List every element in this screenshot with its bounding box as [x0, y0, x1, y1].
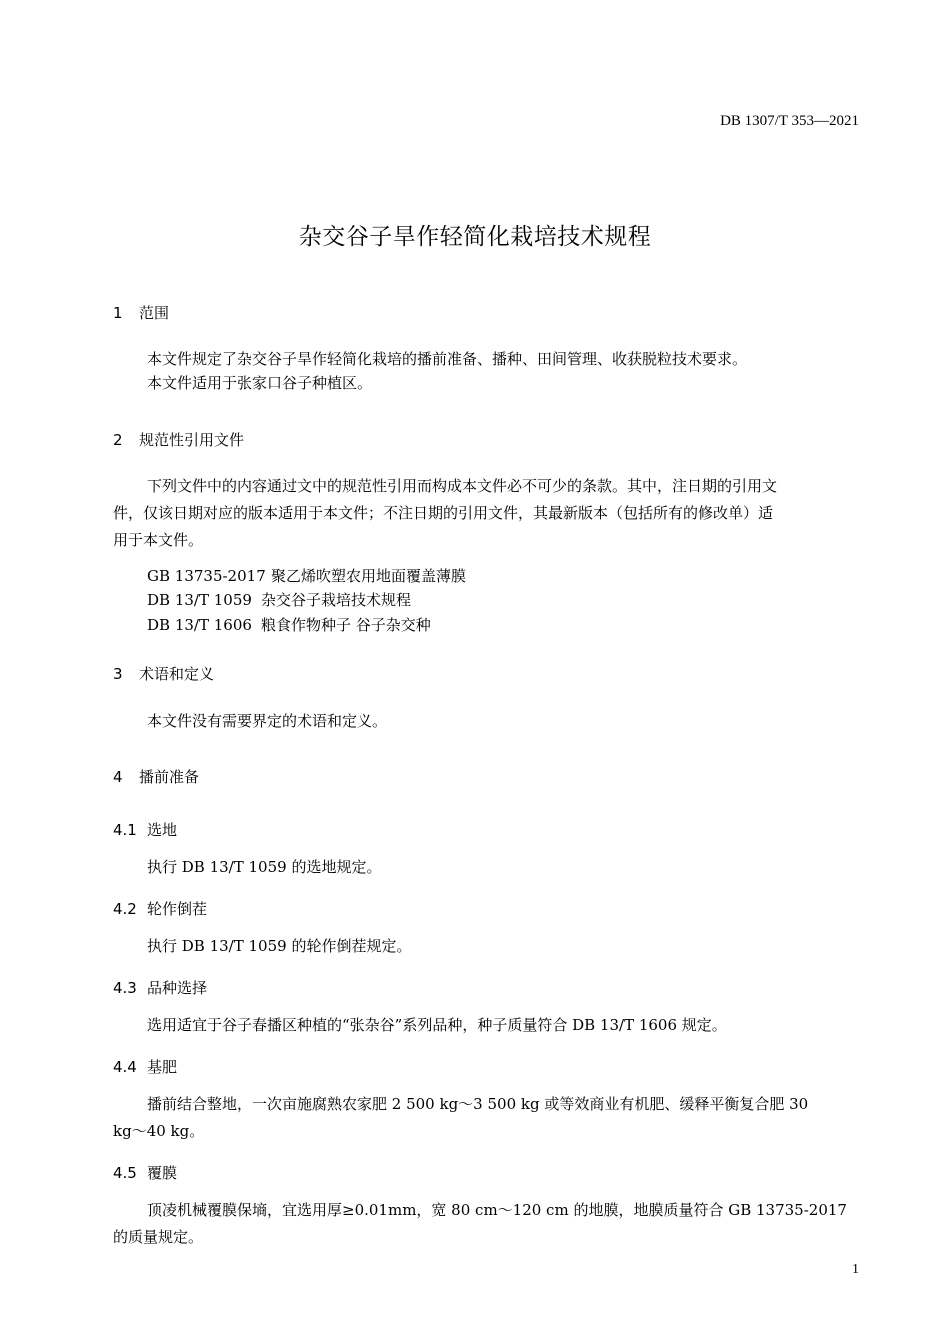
subsection-title: 基肥	[147, 1058, 178, 1076]
subsection-heading-4-5	[113, 1162, 177, 1183]
subsection-number: 4.5	[113, 1164, 137, 1182]
paragraph-line: kg～40 kg。	[113, 1122, 205, 1140]
subsection-number: 4.1	[113, 821, 137, 839]
reference-item	[147, 565, 466, 586]
paragraph-line: 下列文件中的内容通过文中的规范性引用而构成本文件必不可少的条款。其中，注日期的引用文	[147, 477, 778, 495]
section-heading-3	[113, 663, 214, 684]
section-heading-4	[113, 766, 199, 787]
document-code: DB 1307/T 353—2021	[720, 113, 859, 129]
subsection-title: 选地	[147, 821, 178, 839]
section-2-body	[113, 473, 853, 554]
paragraph: 本文件适用于张家口谷子种植区。	[147, 374, 373, 392]
subsection-number: 4.4	[113, 1058, 137, 1076]
paragraph-line: 件，仅该日期对应的版本适用于本文件；不注日期的引用文件，其最新版本（包括所有的修改单）适	[113, 504, 774, 522]
paragraph-line: 播前结合整地，一次亩施腐熟农家肥 2 500 kg～3 500 kg 或等效商业有机肥、缓释平衡复合肥 30	[147, 1095, 809, 1113]
paragraph: 本文件没有需要界定的术语和定义。	[147, 712, 388, 730]
reference-name: 聚乙烯吹塑农用地面覆盖薄膜	[271, 567, 467, 585]
reference-item	[147, 614, 431, 635]
section-title: 范围	[139, 304, 170, 322]
section-number: 1	[113, 304, 123, 322]
paragraph: 执行 DB 13/T 1059 的选地规定。	[147, 858, 382, 876]
section-title: 播前准备	[139, 768, 200, 786]
subsection-4-4-body	[113, 1091, 853, 1145]
subsection-title: 覆膜	[147, 1164, 178, 1182]
reference-name: 杂交谷子栽培技术规程	[261, 591, 412, 609]
section-number: 2	[113, 431, 123, 449]
reference-code: DB 13/T 1606	[147, 616, 252, 634]
paragraph-line: 顶凌机械覆膜保墒，宜选用厚≥0.01mm，宽 80 cm～120 cm 的地膜，地膜质量符合 GB 13735-2017	[147, 1201, 847, 1219]
section-heading-2	[113, 429, 244, 450]
section-1-body	[113, 346, 853, 397]
subsection-title: 轮作倒茬	[147, 900, 208, 918]
reference-name: 粮食作物种子 谷子杂交种	[261, 616, 431, 634]
subsection-heading-4-3	[113, 977, 207, 998]
document-title: 杂交谷子旱作轻简化栽培技术规程	[298, 224, 652, 250]
subsection-4-3-body	[113, 1012, 853, 1039]
subsection-number: 4.3	[113, 979, 137, 997]
reference-item	[147, 589, 411, 610]
section-title: 术语和定义	[139, 665, 215, 683]
subsection-number: 4.2	[113, 900, 137, 918]
paragraph: 执行 DB 13/T 1059 的轮作倒茬规定。	[147, 937, 412, 955]
section-number: 3	[113, 665, 123, 683]
reference-code: DB 13/T 1059	[147, 591, 252, 609]
paragraph: 选用适宜于谷子春播区种植的“张杂谷”系列品种，种子质量符合 DB 13/T 1606 规定。	[147, 1016, 727, 1034]
section-number: 4	[113, 768, 123, 786]
section-title: 规范性引用文件	[139, 431, 245, 449]
reference-code: GB 13735-2017	[147, 567, 266, 585]
section-heading-1	[113, 302, 169, 323]
subsection-4-5-body	[113, 1197, 853, 1251]
subsection-heading-4-2	[113, 898, 207, 919]
subsection-4-1-body	[113, 854, 853, 881]
section-3-body	[113, 708, 853, 735]
page-number: 1	[852, 1262, 859, 1277]
subsection-4-2-body	[113, 933, 853, 960]
subsection-heading-4-1	[113, 819, 177, 840]
paragraph: 本文件规定了杂交谷子旱作轻简化栽培的播前准备、播种、田间管理、收获脱粒技术要求。	[147, 350, 748, 368]
subsection-heading-4-4	[113, 1056, 177, 1077]
paragraph-line: 用于本文件。	[113, 531, 204, 549]
subsection-title: 品种选择	[147, 979, 208, 997]
paragraph-line: 的质量规定。	[113, 1228, 204, 1246]
